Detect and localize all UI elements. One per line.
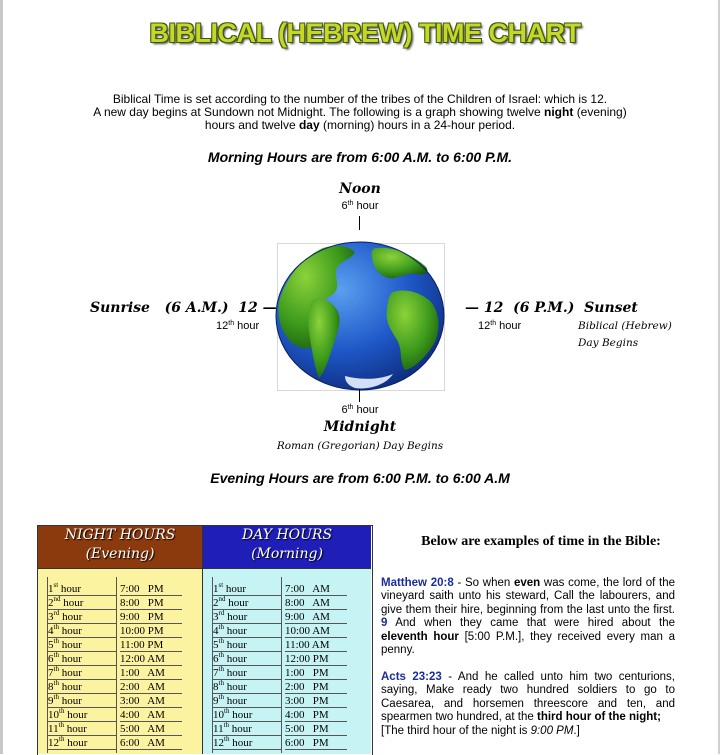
- table-row: [203, 596, 363, 610]
- hour-time: 8:00 PM: [120, 596, 182, 610]
- hour-ordinal: 4th hour: [213, 624, 281, 638]
- hour-time: 2:00 PM: [285, 680, 347, 694]
- table-row: [38, 652, 198, 666]
- midnight-label: Midnight: [323, 419, 397, 435]
- midnight-tick: [359, 389, 360, 402]
- table-row: [38, 680, 198, 694]
- hour-time: 4:00 PM: [285, 708, 347, 722]
- table-row: [38, 638, 198, 652]
- night-hours-header: [38, 526, 202, 568]
- table-row: [38, 708, 198, 722]
- hour-ordinal: 10th hour: [213, 708, 281, 722]
- hour-ordinal: 9th hour: [48, 694, 116, 708]
- sunrise-label: Sunrise (6 A.M.) 12 —: [90, 300, 277, 316]
- sunset-note-1: Biblical (Hebrew): [578, 320, 672, 332]
- hour-ordinal: 12th hour: [213, 736, 281, 750]
- sunset-label: — 12 (6 P.M.) Sunset: [465, 300, 638, 316]
- hour-time: 1:00 AM: [120, 666, 182, 680]
- table-row: [38, 610, 198, 624]
- table-row: [203, 582, 363, 596]
- page-title: BIBLICAL (HEBREW) TIME CHART: [149, 18, 581, 48]
- night-hours-title: NIGHT HOURS: [64, 527, 176, 543]
- hour-ordinal: 10th hour: [48, 708, 116, 722]
- hour-time: 3:00 PM: [285, 694, 347, 708]
- midnight-hour: 6th hour: [341, 404, 379, 416]
- page-left-edge: [0, 0, 3, 754]
- table-row: [203, 666, 363, 680]
- hour-ordinal: 2nd hour: [213, 596, 281, 610]
- table-row: [38, 596, 198, 610]
- table-row: [203, 736, 363, 750]
- intro-line-1: Biblical Time is set according to the number of the tribes of the Children of Israel: which is 12.: [112, 92, 608, 106]
- noon-tick: [359, 216, 360, 230]
- hour-ordinal: 6th hour: [48, 652, 116, 666]
- hour-ordinal: 8th hour: [213, 680, 281, 694]
- hour-time: 2:00 AM: [120, 680, 182, 694]
- hour-ordinal: 7th hour: [213, 666, 281, 680]
- hour-ordinal: 3rd hour: [213, 610, 281, 624]
- sunset-hour: 12th hour: [478, 320, 522, 332]
- day-word: day: [298, 118, 320, 132]
- hour-time: 11:00 AM: [285, 638, 347, 652]
- hour-ordinal: 4th hour: [48, 624, 116, 638]
- earth-globe-icon: [275, 240, 445, 392]
- day-hours-subtitle: (Morning): [251, 546, 323, 562]
- hour-time: 6:00 AM: [120, 736, 182, 750]
- hour-ordinal: 11th hour: [48, 722, 116, 736]
- verse-matthew: Matthew 20:8 - So when even was come, the lord of the vineyard saith unto his steward, Call the labourers, and give them their hire, beginning from the last unto the first. 9 And when they came that were hired about the eleventh hour [5:00 P.M.], they received every man a penny.: [381, 577, 675, 657]
- hour-time: 8:00 AM: [285, 596, 347, 610]
- hour-ordinal: 11th hour: [213, 722, 281, 736]
- table-row: [203, 722, 363, 736]
- hour-ordinal: 7th hour: [48, 666, 116, 680]
- table-row: [38, 582, 198, 596]
- verse-reference: Matthew 20:8: [381, 577, 454, 589]
- intro-line-3: hours and twelve day (morning) hours in a 24-hour period.: [204, 118, 516, 132]
- hour-time: 12:00 PM: [285, 652, 347, 666]
- day-hours-table: [203, 569, 371, 754]
- verse-acts: Acts 23:23 - And he called unto him two centurions, saying, Make ready two hundred soldiers to go to Caesarea, and horsemen threescore and ten, and spearmen two hundred, at the third hour of the night; [The third hour of the night is 9:00 PM.]: [381, 671, 675, 737]
- table-row: [203, 638, 363, 652]
- table-row: [203, 624, 363, 638]
- hour-ordinal: 3rd hour: [48, 610, 116, 624]
- hour-time: 7:00 AM: [285, 582, 347, 596]
- table-row: [38, 694, 198, 708]
- hour-ordinal: 5th hour: [213, 638, 281, 652]
- hour-ordinal: 1st hour: [213, 582, 281, 596]
- table-row: [38, 736, 198, 750]
- hour-time: 9:00 AM: [285, 610, 347, 624]
- intro-paragraph: [60, 93, 660, 132]
- hour-time: 12:00 AM: [120, 652, 182, 666]
- table-row: [203, 680, 363, 694]
- hour-ordinal: 6th hour: [213, 652, 281, 666]
- sunrise-hour: 12th hour: [216, 320, 260, 332]
- table-row: [203, 694, 363, 708]
- examples-title: Below are examples of time in the Bible:: [421, 534, 661, 549]
- hour-ordinal: 12th hour: [48, 736, 116, 750]
- table-row: [203, 708, 363, 722]
- table-row: [38, 624, 198, 638]
- hour-time: 7:00 PM: [120, 582, 182, 596]
- hour-time: 9:00 PM: [120, 610, 182, 624]
- noon-label: Noon: [339, 181, 381, 197]
- hour-time: 5:00 AM: [120, 722, 182, 736]
- intro-line-2: A new day begins at Sundown not Midnight. The following is a graph showing twelve night (evening): [93, 105, 627, 119]
- hour-time: 1:00 PM: [285, 666, 347, 680]
- hour-time: 11:00 PM: [120, 638, 182, 652]
- hour-time: 4:00 AM: [120, 708, 182, 722]
- sunset-note-2: Day Begins: [578, 337, 639, 349]
- night-word: night: [544, 105, 574, 119]
- hour-ordinal: 8th hour: [48, 680, 116, 694]
- table-row: [203, 610, 363, 624]
- day-hours-header: [203, 526, 371, 568]
- morning-heading: Morning Hours are from 6:00 A.M. to 6:00 P.M.: [207, 149, 513, 165]
- noon-hour: 6th hour: [341, 200, 379, 212]
- night-hours-table: [38, 569, 202, 754]
- hour-time: 10:00 AM: [285, 624, 347, 638]
- table-row: [38, 666, 198, 680]
- hour-time: 10:00 PM: [120, 624, 182, 638]
- hour-ordinal: 2nd hour: [48, 596, 116, 610]
- verse-reference: Acts 23:23: [381, 671, 442, 683]
- table-row: [203, 652, 363, 666]
- hour-time: 5:00 PM: [285, 722, 347, 736]
- hour-ordinal: 9th hour: [213, 694, 281, 708]
- hour-time: 3:00 AM: [120, 694, 182, 708]
- midnight-note: Roman (Gregorian) Day Begins: [276, 440, 444, 452]
- day-hours-title: DAY HOURS: [241, 527, 333, 543]
- night-hours-subtitle: (Evening): [85, 546, 155, 562]
- hour-ordinal: 1st hour: [48, 582, 116, 596]
- hour-time: 6:00 PM: [285, 736, 347, 750]
- evening-heading: Evening Hours are from 6:00 P.M. to 6:00 A.M: [210, 470, 510, 486]
- table-row: [38, 722, 198, 736]
- hour-ordinal: 5th hour: [48, 638, 116, 652]
